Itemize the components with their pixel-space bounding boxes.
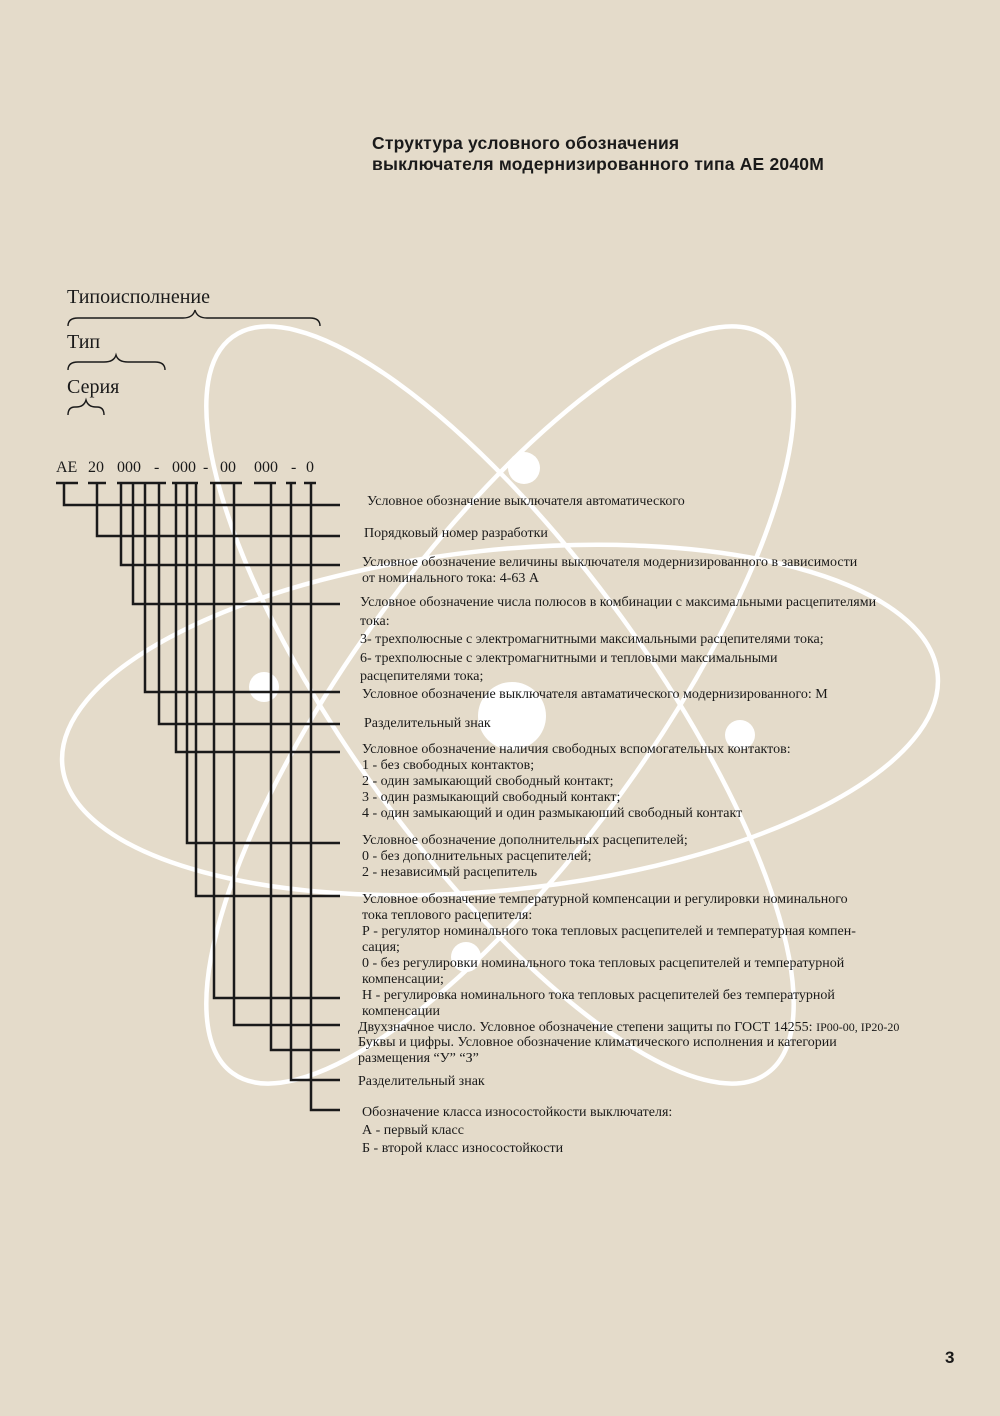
desc-block xyxy=(364,716,491,732)
code-part-group: 000 xyxy=(117,459,141,476)
desc-line: Условное обозначение дополнительных расцепителей; xyxy=(362,833,688,848)
desc-line: компенсации xyxy=(362,1004,440,1019)
desc-line: 4 - один замыкающий и один размыкаюший свободный контакт xyxy=(362,806,743,821)
desc-block xyxy=(362,1104,672,1158)
connector-line xyxy=(291,483,340,1080)
desc-line: 3 - один размыкающий свободный контакт; xyxy=(362,790,621,805)
desc-line: Разделительный знак xyxy=(364,716,491,731)
desc-line: компенсации; xyxy=(362,972,444,987)
code-part-20: 20 xyxy=(88,459,104,476)
code-separator: - xyxy=(203,459,209,476)
desc-line: Разделительный знак xyxy=(358,1074,485,1089)
desc-line: 1 - без свободных контактов; xyxy=(362,758,535,773)
connector-line xyxy=(271,483,340,1050)
desc-block xyxy=(360,594,876,687)
desc-line: Р - регулятор номинального тока тепловых расцепителей и температурная компен- xyxy=(362,924,856,939)
desc-line: Условное обозначение наличия свободных вспомогательных контактов: xyxy=(362,742,791,757)
label-series: Серия xyxy=(67,376,120,398)
desc-block xyxy=(362,687,828,703)
brace-typeversion xyxy=(68,310,320,326)
connector-line xyxy=(311,483,340,1110)
title-line: выключателя модернизированного типа АЕ 2040М xyxy=(372,154,824,174)
desc-line: Обозначение класса износостойкости выключателя: xyxy=(362,1105,673,1120)
connector-line xyxy=(133,483,340,604)
desc-line: сация; xyxy=(362,940,400,955)
desc-line: Условное обозначение температурной компенсации и регулировки номинального xyxy=(362,892,848,907)
desc-line: 0 - без дополнительных расцепителей; xyxy=(362,849,592,864)
code-part-group: 000 xyxy=(172,459,196,476)
code-part-group: 0 xyxy=(306,459,314,476)
connector-line xyxy=(196,483,340,896)
connector-line xyxy=(176,483,340,752)
desc-line: расцепителями тока; xyxy=(360,669,484,684)
label-type: Тип xyxy=(67,331,101,353)
desc-line: 0 - без регулировки номинального тока тепловых расцепителей и температурной xyxy=(362,956,845,971)
code-part-ae: АЕ xyxy=(56,459,78,476)
desc-line-protection-codes: IP00-00, IP20-20 xyxy=(816,1020,900,1034)
page-title xyxy=(372,133,824,175)
desc-line: Двухзначное число. Условное обозначение степени защиты по ГОСТ 14255: xyxy=(358,1020,817,1035)
desc-line: Буквы и цифры. Условное обозначение климатического исполнения и категории xyxy=(358,1035,837,1050)
desc-line: 2 - независимый расцепитель xyxy=(362,865,538,880)
desc-line: Порядковый номер разработки xyxy=(364,526,548,541)
desc-line: Условное обозначение числа полюсов в комбинации с максимальными расцепителями xyxy=(360,595,877,610)
desc-line: 2 - один замыкающий свободный контакт; xyxy=(362,774,614,789)
desc-block xyxy=(362,555,857,587)
desc-block xyxy=(364,526,548,542)
desc-block xyxy=(358,1035,837,1067)
desc-line: Условное обозначение выключателя автаматического модернизированного: М xyxy=(362,687,828,702)
desc-line: А - первый класс xyxy=(362,1123,464,1138)
desc-line: 6- трехполюсные с электромагнитными и тепловыми максимальными xyxy=(360,650,778,666)
code-part-group: 000 xyxy=(254,459,278,476)
desc-line: Условное обозначение выключателя автоматического xyxy=(367,494,685,509)
desc-block xyxy=(358,1074,485,1090)
brace-type xyxy=(68,355,165,370)
desc-line: Условное обозначение величины выключателя модернизированного в зависимости xyxy=(362,555,858,570)
desc-line: от номинального тока: 4-63 А xyxy=(362,571,539,586)
desc-line: тока: xyxy=(360,613,390,629)
connector-line xyxy=(64,483,340,505)
desc-block xyxy=(358,1019,899,1036)
brace-series xyxy=(68,400,104,415)
label-typeversion: Типоисполнение xyxy=(67,286,210,308)
page-number: 3 xyxy=(945,1348,955,1367)
desc-line: Н - регулировка номинального тока тепловых расцепителей без температурной xyxy=(362,988,835,1003)
desc-line: Б - второй класс износостойкости xyxy=(362,1141,564,1156)
code-separator: - xyxy=(154,459,160,476)
code-part-group: 00 xyxy=(220,459,236,476)
title-line: Структура условного обозначения xyxy=(372,133,680,153)
desc-line: размещения “У” “З” xyxy=(358,1051,479,1066)
desc-line: 3- трехполюсные с электромагнитными максимальными расцепителями тока; xyxy=(360,632,824,647)
connector-line xyxy=(121,483,340,565)
desc-block xyxy=(367,494,685,510)
desc-block xyxy=(362,892,856,1020)
desc-block xyxy=(362,833,688,881)
desc-line: тока теплового расцепителя: xyxy=(362,908,533,923)
desc-block xyxy=(362,742,791,822)
code-separator: - xyxy=(291,459,297,476)
